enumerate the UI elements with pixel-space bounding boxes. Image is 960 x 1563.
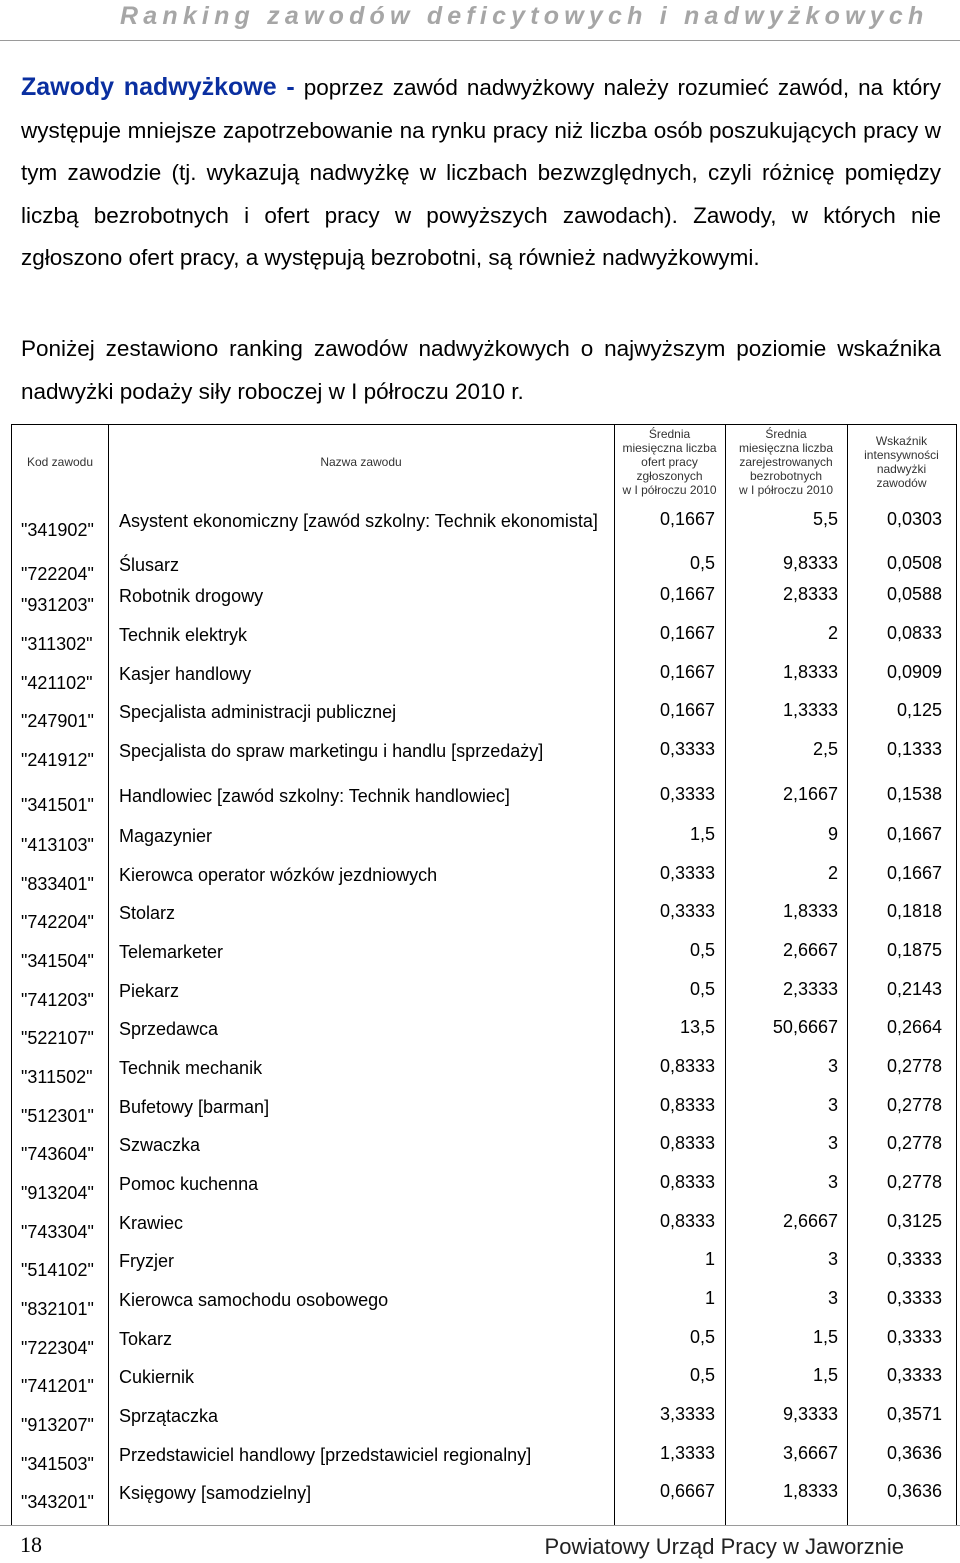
cell-occupation-name: Stolarz [119,903,176,923]
cell-occupation-name: Asystent ekonomiczny [zawód szkolny: Technik ekonomista] [119,511,598,531]
cell-occupation-name: Telemarketer [119,942,224,962]
cell-offers: 0,1667 [659,700,715,720]
header-unemployed: Średnia miesięczna liczba zarejestrowanych bezrobotnych w I półroczu 2010 [738,427,834,497]
cell-unemployed: 1,8333 [782,662,838,682]
cell-index: 0,2143 [886,979,942,999]
cell-offers: 0,8333 [659,1095,715,1115]
cell-index: 0,2778 [886,1095,942,1115]
cell-unemployed: 3,6667 [782,1443,838,1463]
header-offers: Średnia miesięczna liczba ofert pracy zgłoszonych w I półroczu 2010 [622,427,717,497]
cell-index: 0,0833 [886,623,942,643]
cell-offers: 1 [704,1249,715,1269]
cell-unemployed: 3 [827,1056,838,1076]
cell-index: 0,0909 [886,662,942,682]
header-name: Nazwa zawodu [320,455,402,469]
cell-unemployed: 1,5 [812,1365,838,1385]
cell-unemployed: 1,8333 [782,901,838,921]
cell-code: "341503" [21,1454,94,1474]
cell-offers: 1,3333 [659,1443,715,1463]
cell-index: 0,3333 [886,1327,942,1347]
cell-offers: 13,5 [679,1017,715,1037]
cell-occupation-name: Cukiernik [119,1367,195,1387]
cell-occupation-name: Technik elektryk [119,625,248,645]
cell-offers: 0,3333 [659,901,715,921]
cell-index: 0,0303 [886,509,942,529]
cell-index: 0,0588 [886,584,942,604]
cell-unemployed: 2,6667 [782,940,838,960]
cell-occupation-name: Sprzedawca [119,1019,219,1039]
cell-offers: 0,3333 [659,739,715,759]
cell-code: "743604" [21,1144,94,1164]
cell-unemployed: 2 [827,863,838,883]
cell-code: "722304" [21,1338,94,1358]
cell-offers: 0,5 [689,1327,715,1347]
cell-occupation-name: Kasjer handlowy [119,664,252,684]
intro-paragraph [21,66,941,280]
cell-unemployed: 9 [827,824,838,844]
cell-code: "722204" [21,564,94,584]
cell-code: "311302" [21,634,93,654]
cell-code: "913207" [21,1415,94,1435]
cell-occupation-name: Pomoc kuchenna [119,1174,259,1194]
cell-index: 0,2778 [886,1056,942,1076]
cell-unemployed: 2,1667 [782,784,838,804]
cell-occupation-name: Technik mechanik [119,1058,263,1078]
cell-unemployed: 3 [827,1172,838,1192]
cell-occupation-name: Bufetowy [barman] [119,1097,270,1117]
cell-occupation-name: Specjalista do spraw marketingu i handlu [sprzedaży] [119,741,544,761]
cell-offers: 0,8333 [659,1056,715,1076]
cell-unemployed: 2,8333 [782,584,838,604]
cell-code: "247901" [21,711,94,731]
cell-code: "241912" [21,750,94,770]
cell-code: "341504" [21,951,94,971]
cell-unemployed: 2,3333 [782,979,838,999]
cell-offers: 0,5 [689,1365,715,1385]
cell-index: 0,3636 [886,1443,942,1463]
cell-code: "741201" [21,1376,94,1396]
cell-unemployed: 2 [827,623,838,643]
cell-offers: 0,5 [689,553,715,573]
table-divider [108,425,109,1525]
cell-index: 0,3333 [886,1365,942,1385]
cell-unemployed: 1,3333 [782,700,838,720]
cell-occupation-name: Specjalista administracji publicznej [119,702,397,722]
cell-occupation-name: Handlowiec [zawód szkolny: Technik handlowiec] [119,786,510,806]
footer-institution: Powiatowy Urząd Pracy w Jaworznie [544,1534,904,1559]
header-divider [0,40,960,41]
cell-offers: 0,3333 [659,863,715,883]
cell-offers: 0,1667 [659,584,715,604]
cell-index: 0,3333 [886,1249,942,1269]
cell-index: 0,3571 [886,1404,942,1424]
header-code: Kod zawodu [26,455,94,469]
cell-unemployed: 3 [827,1288,838,1308]
header-index: Wskaźnik intensywności nadwyżki zawodów [864,434,939,490]
cell-unemployed: 2,5 [812,739,838,759]
header-title: Ranking zawodów deficytowych i nadwyżkowych [120,2,929,30]
cell-code: "832101" [21,1299,94,1319]
cell-offers: 1 [704,1288,715,1308]
ranking-intro-paragraph: Poniżej zestawiono ranking zawodów nadwyżkowych o najwyższym poziomie wskaźnika nadwyżki podaży siły roboczej w I półroczu 2010 r. [21,336,941,404]
cell-code: "522107" [21,1028,94,1048]
cell-index: 0,1538 [886,784,942,804]
intro-lead: Zawody nadwyżkowe - [21,73,295,101]
cell-occupation-name: Księgowy [samodzielny] [119,1483,312,1503]
cell-index: 0,3333 [886,1288,942,1308]
cell-unemployed: 2,6667 [782,1211,838,1231]
cell-occupation-name: Kierowca operator wózków jezdniowych [119,865,438,885]
cell-occupation-name: Piekarz [119,981,180,1001]
cell-code: "514102" [21,1260,94,1280]
cell-index: 0,1667 [886,863,942,883]
cell-offers: 0,1667 [659,509,715,529]
cell-unemployed: 9,3333 [782,1404,838,1424]
cell-code: "413103" [21,835,94,855]
cell-offers: 0,8333 [659,1211,715,1231]
cell-index: 0,0508 [886,553,942,573]
cell-code: "311502" [21,1067,93,1087]
cell-code: "341501" [21,795,94,815]
cell-offers: 0,8333 [659,1172,715,1192]
surplus-occupations-table [11,424,957,1526]
cell-index: 0,2778 [886,1133,942,1153]
cell-offers: 0,3333 [659,784,715,804]
cell-index: 0,1818 [886,901,942,921]
footer-divider [0,1525,960,1526]
cell-code: "913204" [21,1183,94,1203]
cell-offers: 3,3333 [659,1404,715,1424]
cell-offers: 0,8333 [659,1133,715,1153]
page-number: 18 [20,1532,42,1557]
cell-code: "742204" [21,912,94,932]
cell-index: 0,1333 [886,739,942,759]
cell-occupation-name: Ślusarz [119,555,180,575]
cell-offers: 0,1667 [659,662,715,682]
cell-occupation-name: Krawiec [119,1213,184,1233]
cell-occupation-name: Kierowca samochodu osobowego [119,1290,389,1310]
cell-code: "421102" [21,673,93,693]
cell-index: 0,3125 [886,1211,942,1231]
cell-offers: 0,5 [689,979,715,999]
cell-offers: 0,1667 [659,623,715,643]
cell-code: "833401" [21,874,94,894]
cell-occupation-name: Magazynier [119,826,213,846]
cell-occupation-name: Tokarz [119,1329,173,1349]
cell-index: 0,2778 [886,1172,942,1192]
cell-code: "931203" [21,595,94,615]
cell-index: 0,2664 [886,1017,942,1037]
cell-occupation-name: Szwaczka [119,1135,201,1155]
cell-index: 0,1667 [886,824,942,844]
cell-occupation-name: Robotnik drogowy [119,586,264,606]
cell-unemployed: 1,8333 [782,1481,838,1501]
cell-unemployed: 3 [827,1095,838,1115]
cell-index: 0,3636 [886,1481,942,1501]
cell-occupation-name: Sprzątaczka [119,1406,219,1426]
cell-unemployed: 3 [827,1249,838,1269]
cell-unemployed: 1,5 [812,1327,838,1347]
cell-offers: 1,5 [689,824,715,844]
cell-offers: 0,5 [689,940,715,960]
cell-offers: 0,6667 [659,1481,715,1501]
cell-unemployed: 3 [827,1133,838,1153]
cell-index: 0,1875 [886,940,942,960]
intro-text: poprzez zawód nadwyżkowy należy rozumieć zawód, na który występuje mniejsze zapotrzebowanie na rynku pracy niż liczba osób poszukujących pracy w tym zawodzie (tj. wykazują nadwyżkę w liczbach bezwzględnych, czyli różnicę pomiędzy liczbą bezrobotnych i ofert pracy w powyższych zawodach). Zawody, w których nie zgłoszono ofert pracy, a występują bezrobotni, są również nadwyżkowymi. [21,75,941,270]
cell-occupation-name: Fryzjer [119,1251,174,1271]
cell-index: 0,125 [896,700,942,720]
cell-unemployed: 50,6667 [772,1017,838,1037]
cell-occupation-name: Przedstawiciel handlowy [przedstawiciel regionalny] [119,1445,532,1465]
cell-unemployed: 5,5 [812,509,838,529]
cell-code: "343201" [21,1492,94,1512]
cell-code: "741203" [21,990,94,1010]
cell-code: "512301" [21,1106,94,1126]
cell-code: "341902" [21,520,94,540]
cell-unemployed: 9,8333 [782,553,838,573]
cell-code: "743304" [21,1222,94,1242]
